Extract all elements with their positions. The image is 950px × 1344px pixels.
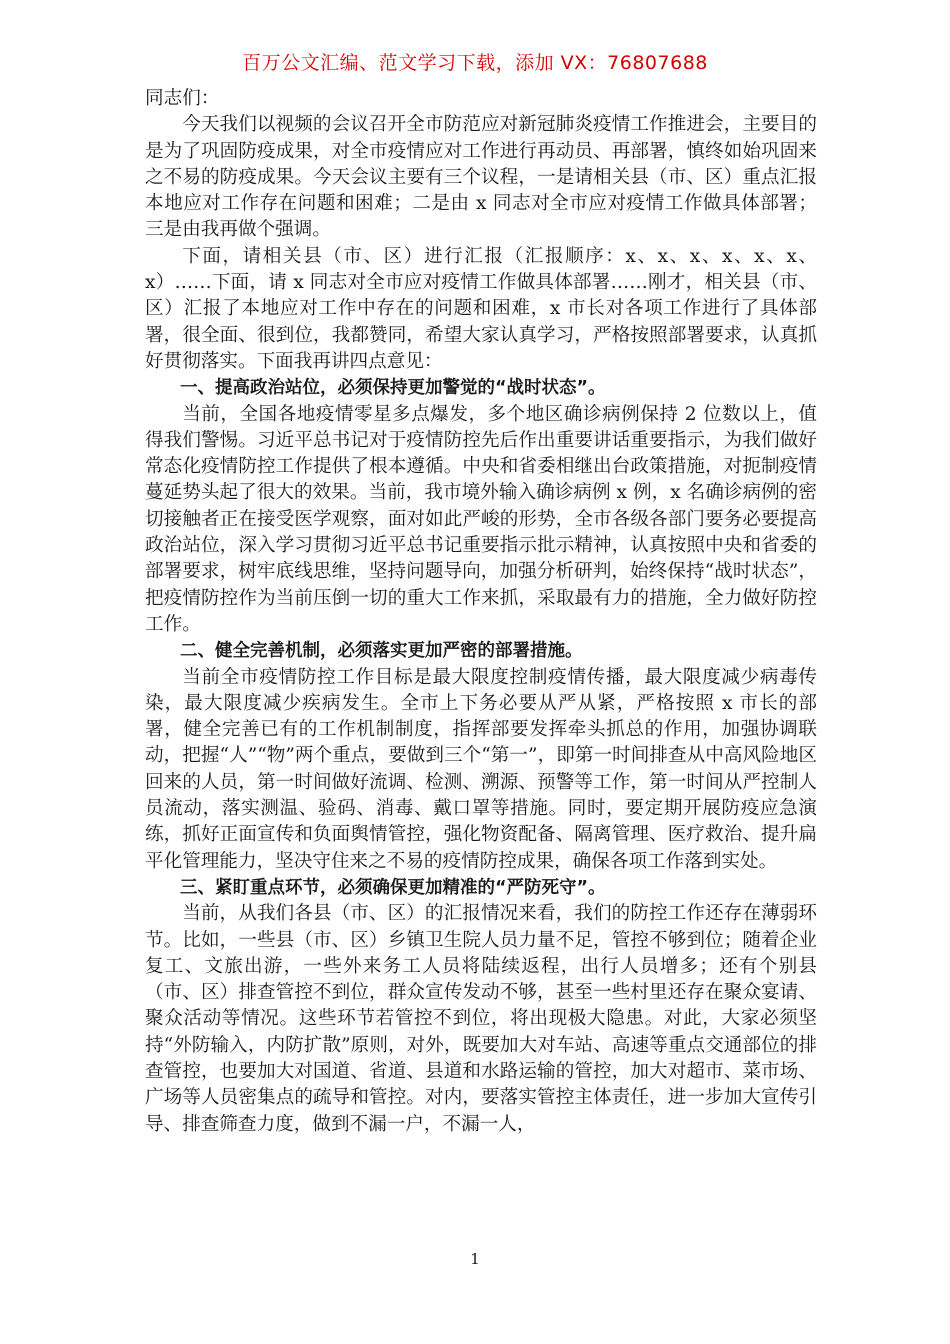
section-2-body: 当前全市疫情防控工作目标是最大限度控制疫情传播，最大限度减少病毒传染，最大限度减少疾病发生。全市上下务必要从严从紧，严格按照 x 市长的部署，健全完善已有的工作机制制度，指挥部要发挥牵头抓总的作用，加强协调联动，把握“人”“物”两个重点，要做到三个“第一”，即第一时间排查从中高风险地区回来的人员，第一时间做好流调、检测、溯源、预警等工作，第一时间从严控制人员流动，落实测温、验码、消毒、戴口罩等措施。同时，要定期开展防疫应急演练，抓好正面宣传和负面舆情管控，强化物资配备、隔离管理、医疗救治、提升扁平化管理能力，坚决守住来之不易的疫情防控成果，确保各项工作落到实处。 [145,666,817,872]
page-number: 1 [470,1250,480,1268]
section-3-body: 当前，从我们各县（市、区）的汇报情况来看，我们的防控工作还存在薄弱环节。比如，一些县（市、区）乡镇卫生院人员力量不足，管控不够到位；随着企业复工、文旅出游，一些外来务工人员将陆续返程，出行人员增多；还有个别县（市、区）排查管控不到位，群众宣传发动不够，甚至一些村里还存在聚众宴请、聚众活动等情况。这些环节若管控不到位，将出现极大隐患。对此，大家必须坚持“外防输入，内防扩散”原则，对外，既要加大对车站、高速等重点交通部位的排查管控，也要加大对国道、省道、县道和水路运输的管控，加大对超市、菜市场、广场等人员密集点的疏导和管控。对内，要落实管控主体责任，进一步加大宣传引导、排查筛查力度，做到不漏一户，不漏一人， [145,903,817,1135]
download-banner: 百万公文汇编、范文学习下载，添加 VX：76807688 [242,52,708,74]
greeting: 同志们： [145,88,220,109]
report-paragraph: 下面，请相关县（市、区）进行汇报（汇报顺序：x、x、x、x、x、x、x）……下面，请 x 同志对全市应对疫情工作做具体部署……刚才，相关县（市、区）汇报了本地应对工作中存在的问题和困难，x 市长对各项工作进行了具体部署，很全面、很到位，我都赞同，希望大家认真学习，严格按照部署要求，认真抓好贯彻落实。下面我再讲四点意见： [145,245,817,372]
section-2-heading: 二、健全完善机制，必须落实更加严密的部署措施。 [180,641,583,662]
document-body [145,86,817,1138]
section-1-body: 当前，全国各地疫情零星多点爆发，多个地区确诊病例保持 2 位数以上，值得我们警惕。习近平总书记对于疫情防控先后作出重要讲话重要指示，为我们做好常态化疫情防控工作提供了根本遵循。中央和省委相继出台政策措施，对扼制疫情蔓延势头起了很大的效果。当前，我市境外输入确诊病例 x 例，x 名确诊病例的密切接触者正在接受医学观察，面对如此严峻的形势，全市各级各部门要务必要提高政治站位，深入学习贯彻习近平总书记重要指示批示精神，认真按照中央和省委的部署要求，树牢底线思维，坚持问题导向，加强分析研判，始终保持“战时状态”，把疫情防控作为当前压倒一切的重大工作来抓，采取最有力的措施，全力做好防控工作。 [145,403,817,635]
section-3-heading: 三、紧盯重点环节，必须确保更加精准的“严防死守”。 [180,877,606,898]
intro-paragraph: 今天我们以视频的会议召开全市防范应对新冠肺炎疫情工作推进会，主要目的是为了巩固防疫成果，对全市疫情应对工作进行再动员、再部署，慎终如始巩固来之不易的防疫成果。今天会议主要有三个议程，一是请相关县（市、区）重点汇报本地应对工作存在问题和困难；二是由 x 同志对全市应对疫情工作做具体部署；三是由我再做个强调。 [145,114,817,241]
section-1-heading: 一、提高政治站位，必须保持更加警觉的“战时状态”。 [180,378,606,399]
